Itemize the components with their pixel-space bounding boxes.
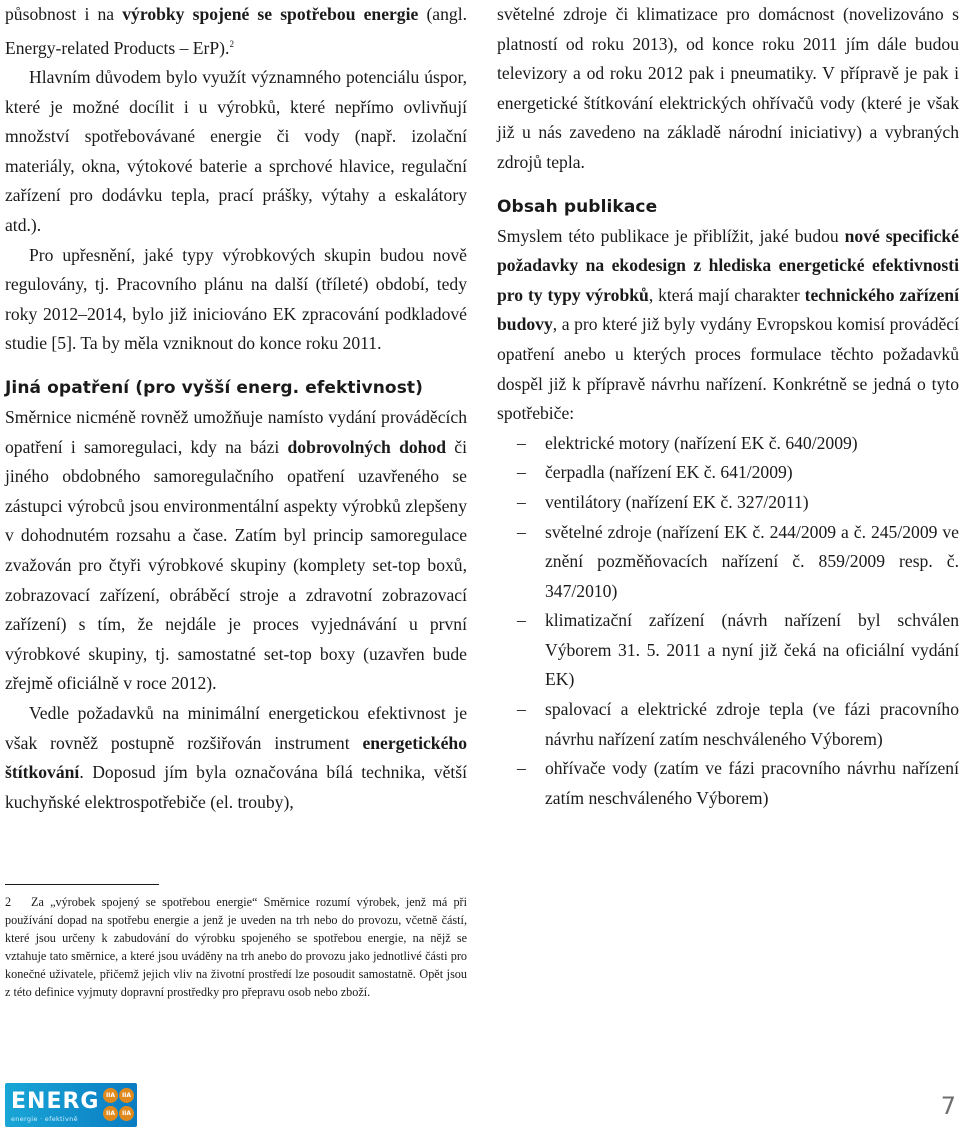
footnote-text: Za „výrobek spojený se spotřebou energie“ Směrnice rozumí výrobek, jenž má při používání dopad na spotřebu energie a jenž je uveden na trh nebo do provozu, včetně částí, které jsou určeny k zabudování do výrobku spojeného se spotřebou energie, na nějž se vztahuje tato směrnice, a které jsou uváděny na trh anebo do provozu jako jednotlivé části pro konečné uživatele, přičemž jejich vliv na životní prostředí lze posoudit samostatně. Opět jsou z této definice vyjmuty dopravní prostředky pro přepravu osob nebo zboží. bbox=[5, 895, 467, 1000]
paragraph: Směrnice nicméně rovněž umožňuje namísto vydání prováděcích opatření i samoregulaci, kdy na bázi dobrovolných dohod či jiného obdobného samoregulačního opatření uzavřeného se zástupci výrobců jsou environmentální aspekty výrobků zlepšeny v dohodnutém rozsahu a čase. Zatím byl princip samoregulace zvažován pro čtyři výrobkové skupiny (komplety set-top boxů, zobrazovací zařízení, obráběcí stroje a zdravotní zobrazovací zařízení) s tím, že nejdále je proces vyjednávání u první výrobkové skupiny, tj. samostatné set-top boxy (uzavřen bude zřejmě oficiálně v roce 2012). bbox=[5, 406, 467, 694]
list-item: – spalovací a elektrické zdroje tepla (ve fázi pracovního návrhu nařízení zatím neschváleného Výborem) bbox=[497, 695, 959, 754]
paragraph: Hlavním důvodem bylo využít významného potenciálu úspor, které je možné docílit i u výrobků, které nepřímo ovlivňují množství spotřebovávané energie či vody (např. izolační materiály, okna, výtokové baterie a sprchové hlavice, regulační zařízení pro dodávku tepla, prací prášky, výtahy a eskalátory atd.). bbox=[5, 67, 467, 236]
bold-phrase: výrobky spojené se spotřebou energie bbox=[122, 4, 419, 24]
bold-phrase: energetického štítkování bbox=[5, 732, 467, 783]
energy-class-badge: IIA bbox=[103, 1106, 118, 1121]
paragraph: Pro upřesnění, jaké typy výrobkových skupin budou nově regulovány, tj. Pracovního plánu na další (tříleté) období, tedy roky 2012–2014, bylo již iniciováno EK zpracování podkladové studie [5]. Ta by měla vzniknout do konce roku 2011. bbox=[5, 244, 467, 354]
page-number: 7 bbox=[940, 1092, 956, 1120]
energy-class-badge: IIA bbox=[119, 1088, 134, 1103]
footnote-number: 2 bbox=[5, 895, 12, 909]
list-item: – elektrické motory (nařízení EK č. 640/2009) bbox=[497, 429, 959, 459]
list-item: – klimatizační zařízení (návrh nařízení byl schválen Výborem 31. 5. 2011 a nyní již čeká na oficiální vydání EK) bbox=[497, 606, 959, 695]
appliance-list bbox=[497, 429, 959, 814]
bold-phrase: nové specifické požadavky na ekodesign z hlediska energetické efektivnosti pro ty typy výrobků bbox=[497, 225, 959, 305]
energy-class-badge: IIA bbox=[103, 1088, 118, 1103]
left-column bbox=[5, 0, 467, 817]
energy-class-badge: IIA bbox=[119, 1106, 134, 1121]
footnote-divider bbox=[5, 884, 159, 885]
list-item: – čerpadla (nařízení EK č. 641/2009) bbox=[497, 458, 959, 488]
paragraph: Vedle požadavků na minimální energetickou efektivnost je však rovněž postupně rozšiřován instrument energetického štítkování. Doposud jím byla označována bílá technika, větší kuchyňské elektrospotřebiče (el. trouby), bbox=[5, 702, 467, 812]
paragraph: působnost i na výrobky spojené se spotřebou energie (angl. Energy-related Products – ErP).$^2$ bbox=[5, 4, 467, 58]
paragraph: Smyslem této publikace je přiblížit, jaké budou nové specifické požadavky na ekodesign z hlediska energetické efektivnosti pro ty typy výrobků, která mají charakter technického zařízení budovy, a pro které již byly vydány Evropskou komisí prováděcí opatření anebo u kterých proces formulace těchto požadavků dospěl již k přípravě návrhu nařízení. Konkrétně se jedná o tyto spotřebiče: bbox=[497, 225, 959, 424]
logo-tagline: energie · efektivně bbox=[11, 1115, 78, 1123]
list-item: – světelné zdroje (nařízení EK č. 244/2009 a č. 245/2009 ve znění pozměňovacích nařízení č. 859/2009 resp. č. 347/2010) bbox=[497, 518, 959, 607]
list-item: – ohřívače vody (zatím ve fázi pracovního návrhu nařízení zatím neschváleného Výborem) bbox=[497, 754, 959, 813]
list-item: – ventilátory (nařízení EK č. 327/2011) bbox=[497, 488, 959, 518]
paragraph: světelné zdroje či klimatizace pro domácnost (novelizováno s platností od roku 2013), od konce roku 2011 jím dále budou televizory a od roku 2012 pak i pneumatiky. V přípravě je pak i energetické štítkování elektrických ohřívačů vody (které je však již u nás zavedeno na základě národní iniciativy) a vybraných zdrojů tepla. bbox=[497, 4, 959, 172]
energ-logo bbox=[5, 1083, 137, 1127]
right-column bbox=[497, 0, 959, 813]
footnote bbox=[5, 893, 467, 1002]
section-heading: Jiná opatření (pro vyšší energ. efektivnost) bbox=[5, 377, 424, 398]
bold-phrase: technického zařízení budovy bbox=[497, 284, 959, 335]
section-heading: Obsah publikace bbox=[497, 196, 658, 217]
logo-text: ENERG bbox=[11, 1089, 100, 1114]
footnote-ref[interactable]: 2 bbox=[229, 38, 234, 49]
bold-phrase: dobrovolných dohod bbox=[287, 436, 447, 457]
